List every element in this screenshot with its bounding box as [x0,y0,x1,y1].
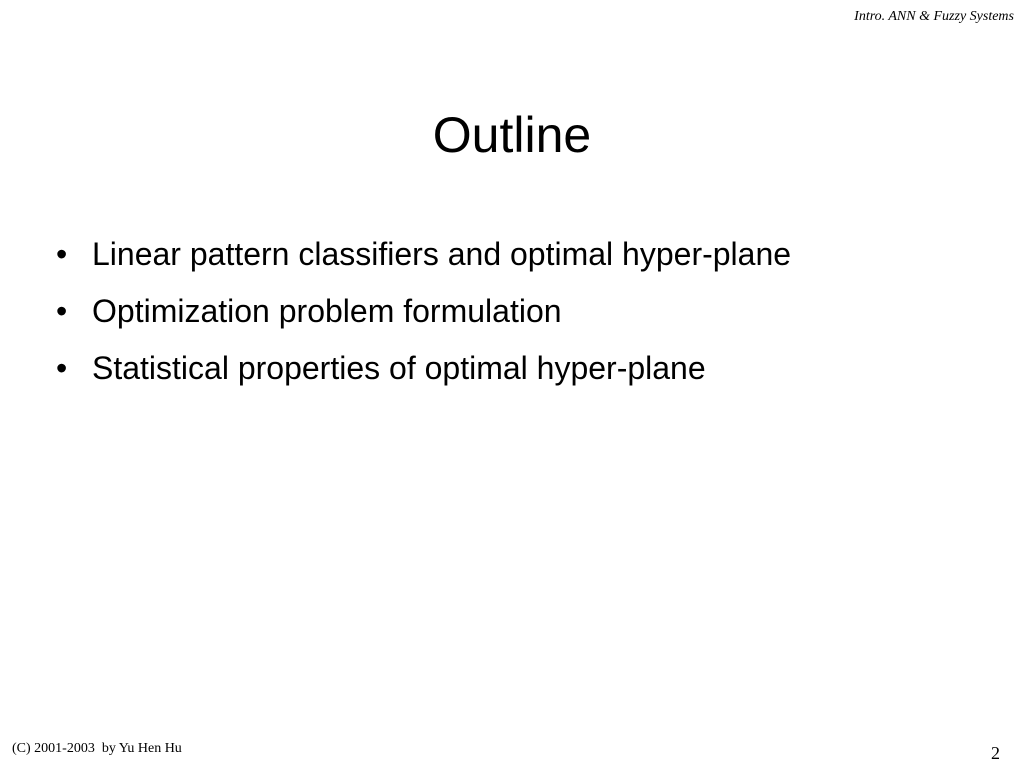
bullet-item [56,283,791,340]
bullet-text: Optimization problem formulation [92,293,562,329]
slide-title: Outline [432,107,592,163]
course-header: Intro. ANN & Fuzzy Systems [854,9,1014,24]
bullet-icon: • [56,293,68,329]
bullet-item [56,340,791,397]
bullet-icon: • [56,236,68,272]
bullet-icon: • [56,350,68,386]
bullet-list [56,226,791,397]
bullet-text: Statistical properties of optimal hyper-plane [92,350,706,386]
page-number: 2 [991,743,1000,763]
bullet-item [56,226,791,283]
bullet-text: Linear pattern classifiers and optimal hyper-plane [92,236,792,272]
copyright-footer: (C) 2001-2003 by Yu Hen Hu [12,741,182,756]
